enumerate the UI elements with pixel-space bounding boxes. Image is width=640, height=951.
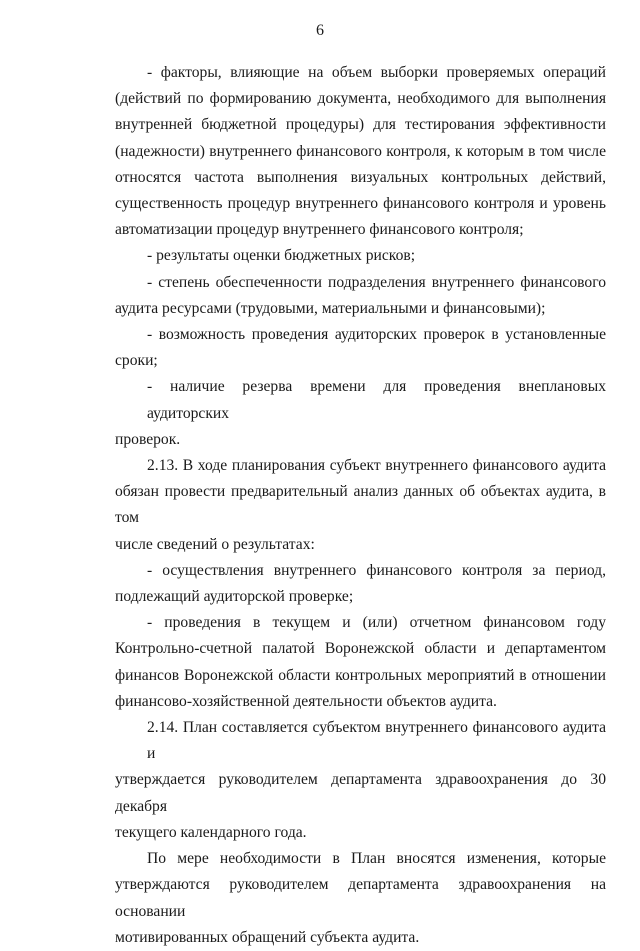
- paragraph: [115, 558, 606, 610]
- text-line: подлежащий аудиторской проверке;: [115, 588, 354, 606]
- paragraph: [115, 846, 606, 951]
- page-number: 6: [316, 22, 324, 39]
- text-line: финансов Воронежской области контрольных мероприятий в отношении: [115, 666, 606, 684]
- text-line: текущего календарного года.: [115, 823, 307, 841]
- paragraph: [115, 453, 606, 558]
- paragraph: [115, 270, 606, 322]
- text-line: утверждаются руководителем департамента здравоохранения на основании: [115, 876, 606, 920]
- paragraph: [115, 715, 606, 846]
- text-line: внутренней бюджетной процедуры) для тестирования эффективности: [115, 116, 606, 134]
- document-body: [115, 60, 606, 951]
- paragraph: [115, 243, 606, 269]
- paragraph: [115, 374, 606, 453]
- text-line: - факторы, влияющие на объем выборки проверяемых операций: [147, 64, 606, 81]
- text-line: Контрольно-счетной палатой Воронежской области и департаментом: [115, 640, 606, 658]
- paragraph: [115, 60, 606, 243]
- text-line: 2.14. План составляется субъектом внутреннего финансового аудита и: [147, 719, 606, 763]
- text-line: (действий по формированию документа, необходимого для выполнения: [115, 90, 606, 108]
- text-line: 2.13. В ходе планирования субъект внутреннего финансового аудита: [147, 457, 606, 475]
- text-line: проверок.: [115, 430, 181, 448]
- text-line: утверждается руководителем департамента здравоохранения до 30 декабря: [115, 771, 606, 815]
- text-line: - возможность проведения аудиторских проверок в установленные: [147, 326, 606, 344]
- text-line: обязан провести предварительный анализ данных об объектах аудита, в том: [115, 483, 606, 527]
- text-line: мотивированных обращений субъекта аудита.: [115, 928, 420, 946]
- text-line: - осуществления внутреннего финансового контроля за период,: [147, 561, 606, 579]
- text-line: сроки;: [115, 352, 158, 370]
- text-line: - степень обеспеченности подразделения внутреннего финансового: [147, 273, 606, 291]
- text-line: (надежности) внутреннего финансового контроля, к которым в том числе: [115, 142, 606, 160]
- text-line: - наличие резерва времени для проведения внеплановых аудиторских: [147, 378, 606, 422]
- text-line: относятся частота выполнения визуальных контрольных действий,: [115, 168, 606, 186]
- paragraph: [115, 322, 606, 374]
- text-line: аудита ресурсами (трудовыми, материальными и финансовыми);: [115, 299, 546, 317]
- text-line: автоматизации процедур внутреннего финансового контроля;: [115, 221, 524, 239]
- text-line: существенность процедур внутреннего финансового контроля и уровень: [115, 195, 606, 213]
- text-line: По мере необходимости в План вносятся изменения, которые: [147, 850, 606, 868]
- text-line: - результаты оценки бюджетных рисков;: [147, 247, 416, 265]
- paragraph: [115, 610, 606, 715]
- text-line: - проведения в текущем и (или) отчетном финансовом году: [147, 614, 606, 632]
- text-line: финансово-хозяйственной деятельности объектов аудита.: [115, 692, 497, 710]
- text-line: числе сведений о результатах:: [115, 535, 315, 553]
